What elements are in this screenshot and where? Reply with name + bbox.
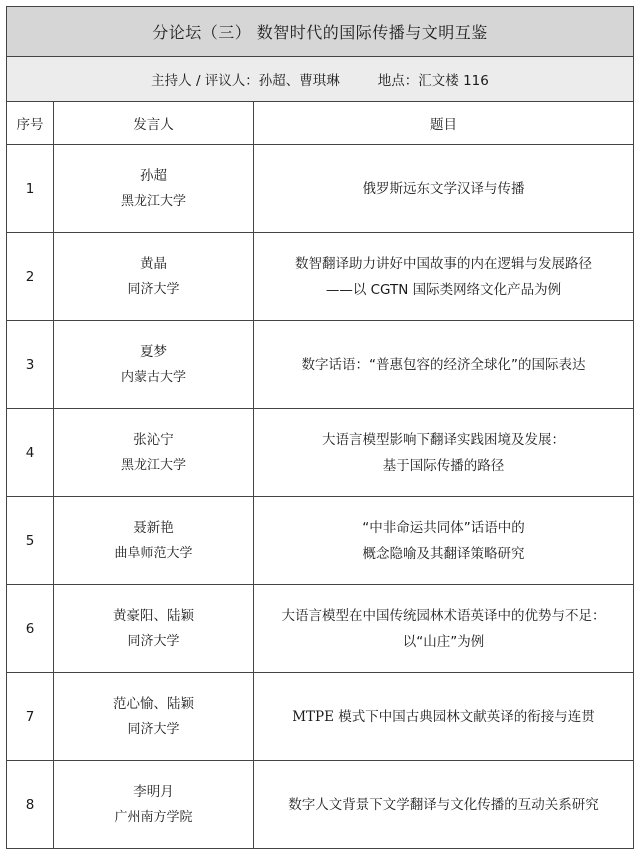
table-row xyxy=(7,321,634,409)
topic-line: 俄罗斯远东文学汉译与传播 xyxy=(362,180,525,197)
speaker-cell xyxy=(54,233,254,321)
row-index: 4 xyxy=(7,409,54,497)
forum-schedule xyxy=(6,6,633,849)
topic-cell xyxy=(254,145,634,233)
speaker-cell xyxy=(54,409,254,497)
topic-line: 数字人文背景下文学翻译与文化传播的互动关系研究 xyxy=(288,796,599,813)
topic-line: 大语言模型在中国传统园林术语英译中的优势与不足： xyxy=(281,607,606,624)
row-index: 8 xyxy=(7,761,54,849)
topic-line: “中非命运共同体”话语中的 xyxy=(362,519,525,536)
table-row xyxy=(7,233,634,321)
row-index: 2 xyxy=(7,233,54,321)
column-header-index: 序号 xyxy=(7,102,54,145)
topic-line: 概念隐喻及其翻译策略研究 xyxy=(362,545,525,562)
topic-cell xyxy=(254,409,634,497)
table-row xyxy=(7,145,634,233)
meta-row xyxy=(7,57,634,102)
speaker-cell xyxy=(54,145,254,233)
speaker-institution: 广州南方学院 xyxy=(114,809,193,825)
topic-cell xyxy=(254,321,634,409)
topic-cell xyxy=(254,585,634,673)
speaker-name: 孙超 xyxy=(140,167,167,184)
forum-title: 分论坛（三） 数智时代的国际传播与文明互鉴 xyxy=(7,7,634,57)
speaker-name: 李明月 xyxy=(133,783,174,800)
speaker-institution: 内蒙古大学 xyxy=(120,369,186,385)
speaker-institution: 同济大学 xyxy=(127,721,180,737)
schedule-table xyxy=(6,6,634,849)
topic-line: ——以 CGTN 国际类网络文化产品为例 xyxy=(325,281,562,298)
venue-label: 地点：汇文楼 116 xyxy=(377,73,489,89)
table-row xyxy=(7,585,634,673)
meta-cell xyxy=(7,57,634,102)
speaker-institution: 同济大学 xyxy=(127,281,180,297)
speaker-name: 张沁宁 xyxy=(133,431,174,448)
topic-line: MTPE 模式下中国古典园林文献英译的衔接与连贯 xyxy=(292,708,595,725)
row-index: 1 xyxy=(7,145,54,233)
topic-line: 数字话语：“普惠包容的经济全球化”的国际表达 xyxy=(301,356,586,373)
row-index: 6 xyxy=(7,585,54,673)
table-row xyxy=(7,409,634,497)
speaker-institution: 黑龙江大学 xyxy=(120,457,186,473)
topic-cell xyxy=(254,761,634,849)
topic-line: 大语言模型影响下翻译实践困境及发展： xyxy=(322,431,566,448)
host-label: 主持人 / 评议人：孙超、曹琪琳 xyxy=(151,73,340,89)
speaker-cell xyxy=(54,761,254,849)
column-header-topic: 题目 xyxy=(254,102,634,145)
speaker-cell xyxy=(54,673,254,761)
speaker-institution: 黑龙江大学 xyxy=(120,193,186,209)
speaker-cell xyxy=(54,585,254,673)
topic-cell xyxy=(254,497,634,585)
speaker-name: 夏梦 xyxy=(140,343,167,360)
row-index: 3 xyxy=(7,321,54,409)
table-row xyxy=(7,497,634,585)
speaker-cell xyxy=(54,497,254,585)
topic-cell xyxy=(254,233,634,321)
row-index: 7 xyxy=(7,673,54,761)
title-row xyxy=(7,7,634,57)
table-row xyxy=(7,761,634,849)
topic-line: 数智翻译助力讲好中国故事的内在逻辑与发展路径 xyxy=(295,255,593,272)
topic-line: 以“山庄”为例 xyxy=(402,633,485,650)
speaker-institution: 曲阜师范大学 xyxy=(114,545,193,561)
speaker-name: 黄晶 xyxy=(140,255,167,272)
speaker-name: 范心愉、陆颖 xyxy=(113,695,194,712)
speaker-cell xyxy=(54,321,254,409)
speaker-name: 黄豪阳、陆颖 xyxy=(113,607,194,624)
topic-line: 基于国际传播的路径 xyxy=(382,457,505,474)
speaker-name: 聂新艳 xyxy=(133,519,174,536)
row-index: 5 xyxy=(7,497,54,585)
header-row xyxy=(7,102,634,145)
column-header-speaker: 发言人 xyxy=(54,102,254,145)
speaker-institution: 同济大学 xyxy=(127,633,180,649)
topic-cell xyxy=(254,673,634,761)
table-row xyxy=(7,673,634,761)
